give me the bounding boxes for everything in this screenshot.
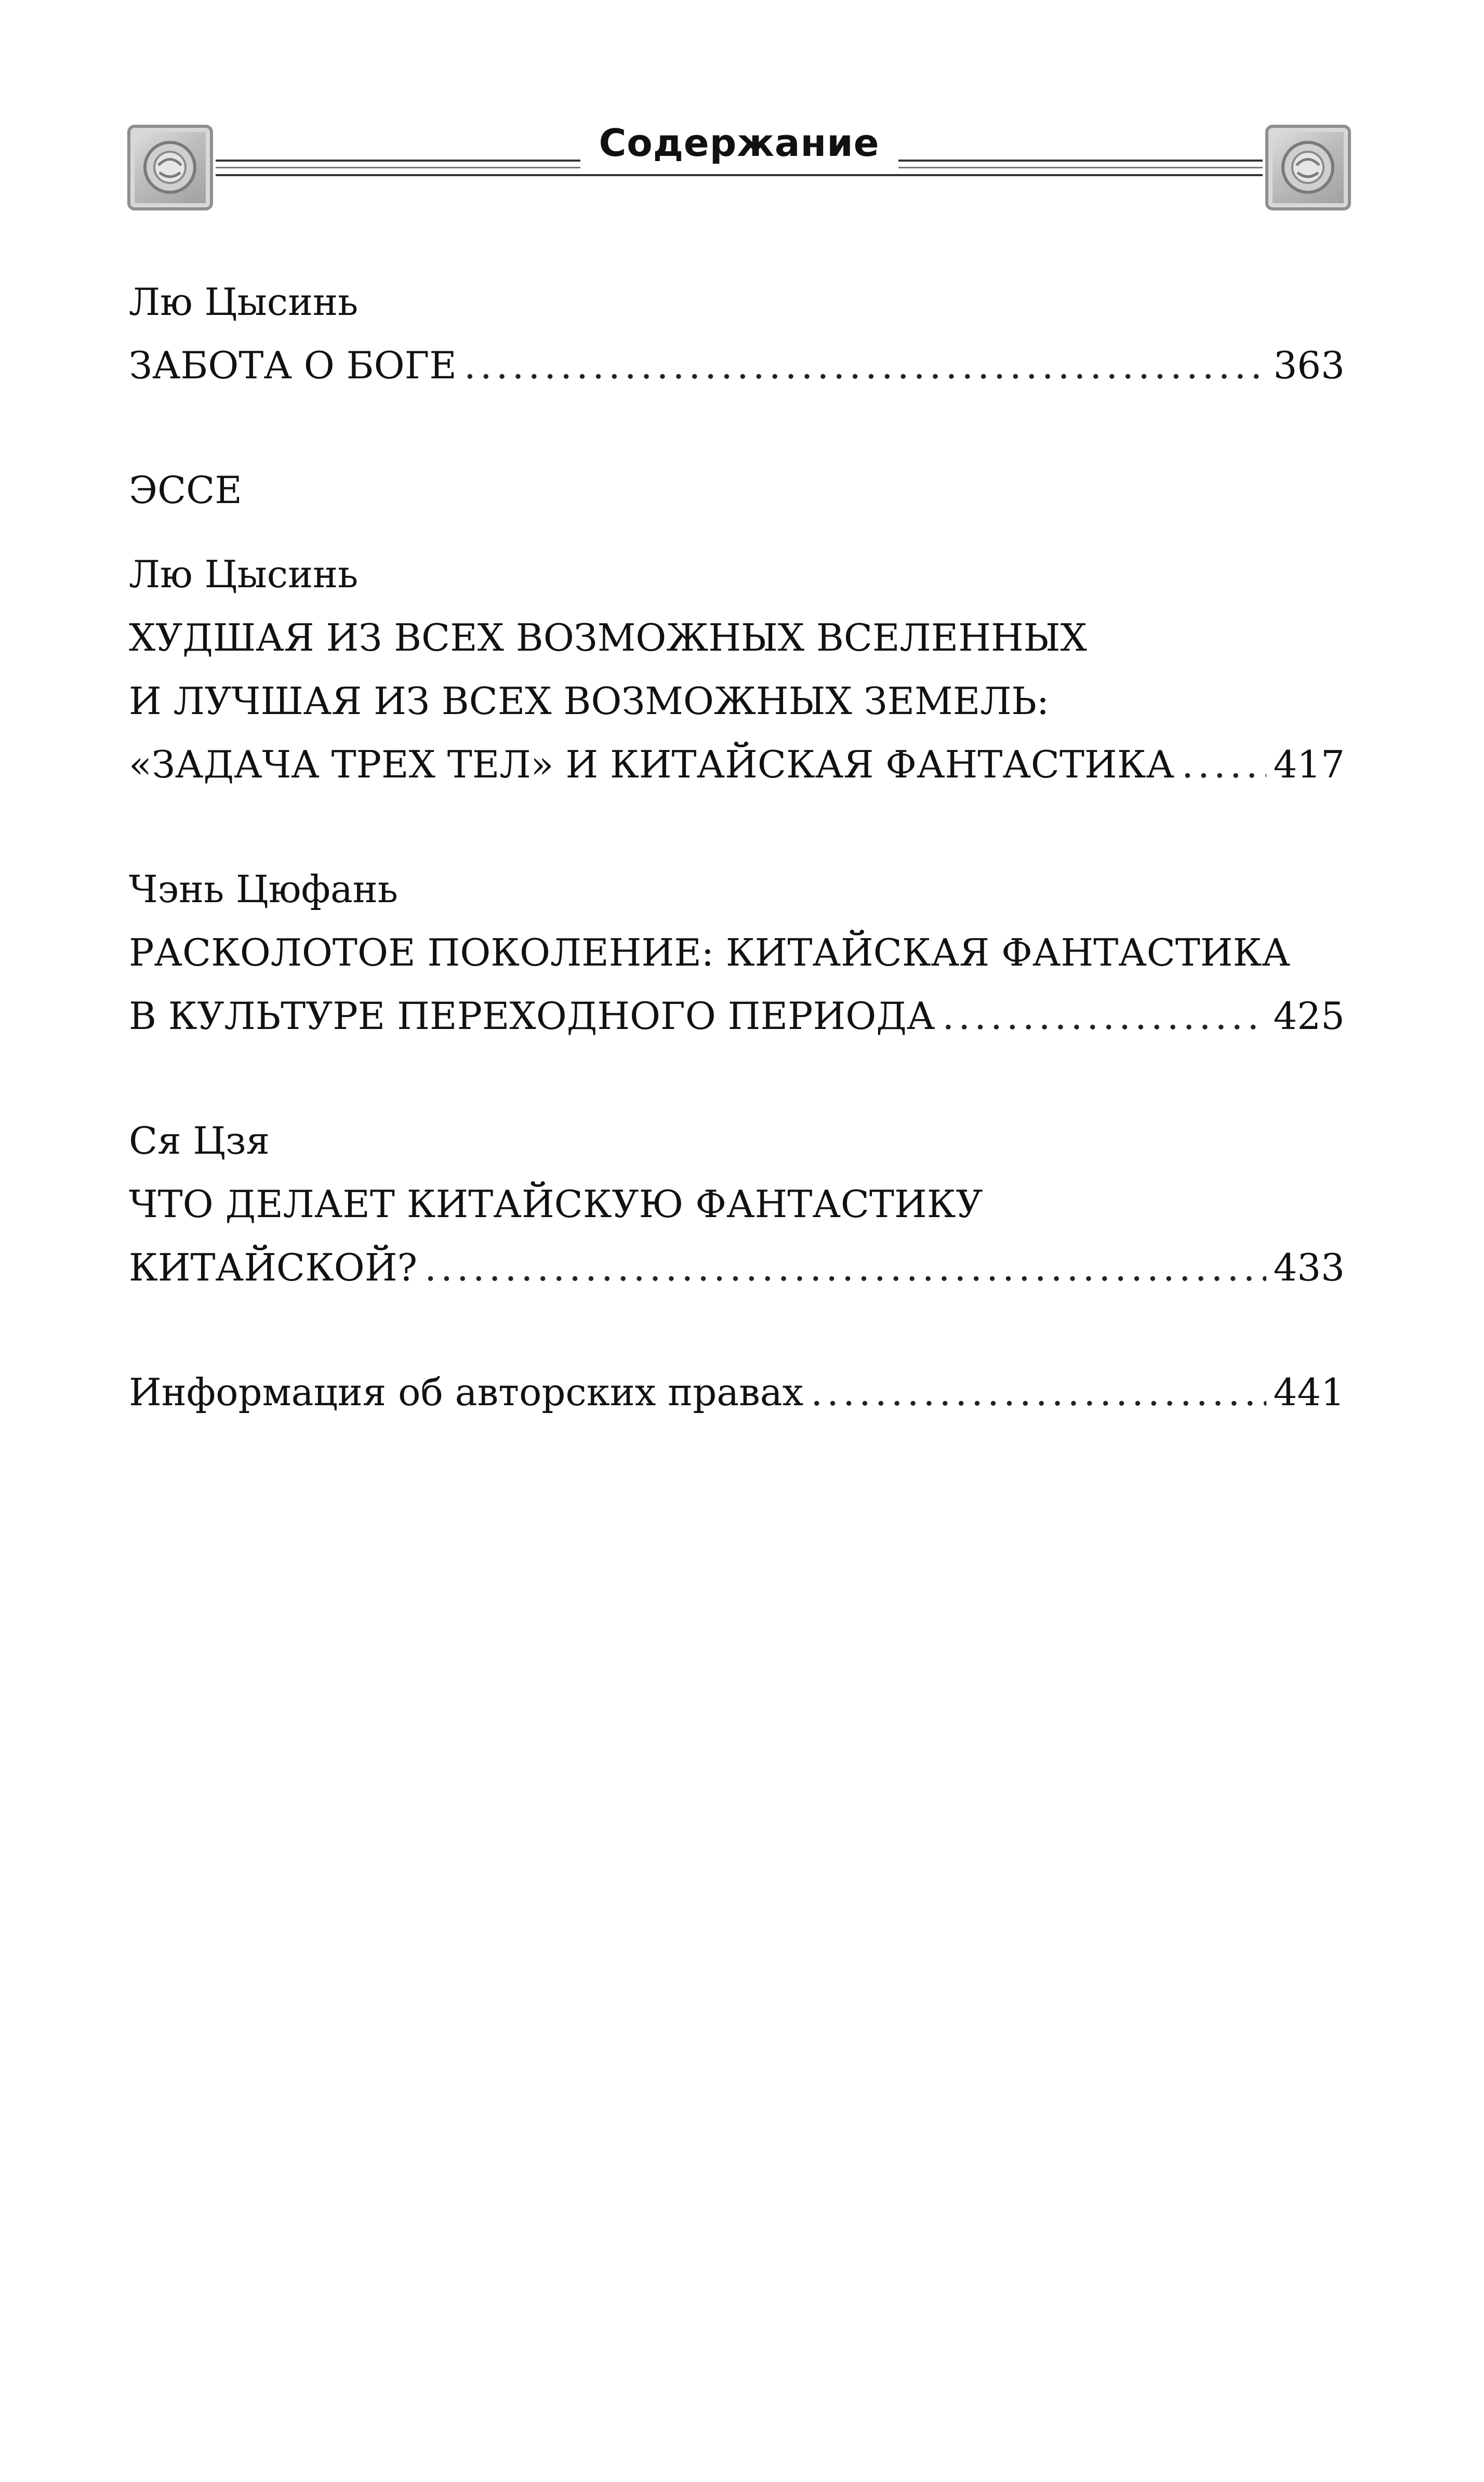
dot-leader — [464, 334, 1266, 397]
page-number: 417 — [1273, 743, 1345, 786]
toc-entry[interactable] — [129, 733, 1345, 796]
ornament-emblem-icon — [1265, 125, 1351, 210]
toc-author — [129, 857, 1345, 921]
toc-author — [129, 270, 1345, 334]
author-name: Лю Цысинь — [129, 280, 359, 324]
entry-title: ЗАБОТА О БОГЕ — [129, 344, 457, 387]
page-number: 433 — [1273, 1246, 1345, 1289]
entry-title-line: ХУДШАЯ ИЗ ВСЕХ ВОЗМОЖНЫХ ВСЕЛЕННЫХ — [129, 616, 1087, 659]
toc-entry-title-line — [129, 606, 1345, 669]
author-name: Чэнь Цюфань — [129, 867, 398, 911]
page-header — [127, 117, 1351, 216]
dot-leader — [942, 984, 1266, 1048]
toc-section-heading — [129, 458, 1345, 522]
entry-title-line: КИТАЙСКОЙ? — [129, 1246, 418, 1289]
section-title: ЭССЕ — [129, 468, 242, 512]
header-rule — [216, 174, 1263, 176]
toc-entry-title-line — [129, 669, 1345, 733]
entry-title-line: И ЛУЧШАЯ ИЗ ВСЕХ ВОЗМОЖНЫХ ЗЕМЕЛЬ: — [129, 679, 1050, 723]
toc-entry[interactable] — [129, 1361, 1345, 1424]
entry-title-line: РАСКОЛОТОЕ ПОКОЛЕНИЕ: КИТАЙСКАЯ ФАНТАСТИКА — [129, 931, 1290, 974]
toc-entry[interactable] — [129, 984, 1345, 1048]
ornament-emblem-icon — [127, 125, 213, 210]
toc-entry-title-line — [129, 921, 1345, 984]
page-number: 425 — [1273, 994, 1345, 1038]
entry-title-line: «ЗАДАЧА ТРЕХ ТЕЛ» И КИТАЙСКАЯ ФАНТАСТИКА — [129, 743, 1175, 786]
toc-entry[interactable] — [129, 1236, 1345, 1299]
toc-author — [129, 543, 1345, 606]
entry-title-line: ЧТО ДЕЛАЕТ КИТАЙСКУЮ ФАНТАСТИКУ — [129, 1182, 983, 1226]
toc-entry-title-line — [129, 1172, 1345, 1236]
author-name: Ся Цзя — [129, 1119, 270, 1163]
author-name: Лю Цысинь — [129, 552, 359, 596]
toc-author — [129, 1109, 1345, 1172]
dot-leader — [425, 1236, 1266, 1299]
dot-leader — [811, 1361, 1266, 1424]
page-title: Содержание — [580, 117, 898, 169]
dot-leader — [1182, 733, 1266, 796]
page-number: 441 — [1273, 1370, 1345, 1414]
toc-entry[interactable] — [129, 334, 1345, 397]
entry-title-line: В КУЛЬТУРЕ ПЕРЕХОДНОГО ПЕРИОДА — [129, 994, 935, 1038]
table-of-contents — [129, 270, 1345, 1424]
entry-title: Информация об авторских правах — [129, 1370, 804, 1414]
page-number: 363 — [1273, 344, 1345, 387]
